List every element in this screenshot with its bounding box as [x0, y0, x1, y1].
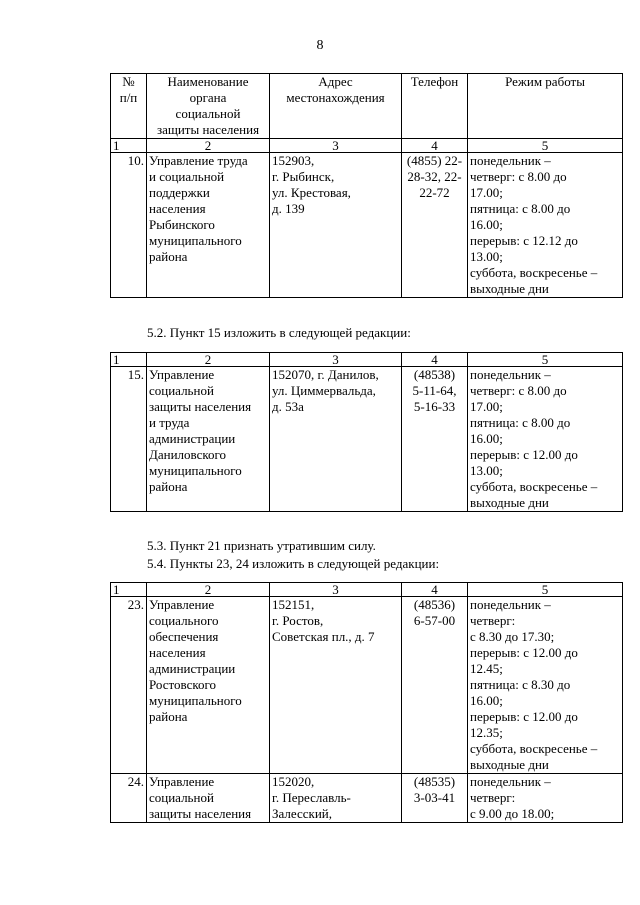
row-hours: понедельник – четверг: с 8.00 до 17.00; пятница: с 8.00 до 16.00; перерыв: с 12.00 до 13.00; суббота, воскресенье – выходные дни [468, 367, 623, 512]
column-numbers-row [111, 353, 623, 367]
row-hours: понедельник – четверг: с 9.00 до 18.00; [468, 774, 623, 823]
column-numbers-row [111, 583, 623, 597]
table-row [111, 597, 623, 774]
header-cell-address: Адрес местонахождения [270, 74, 402, 139]
row-name: Управление социального обеспечения населения администрации Ростовского муниципального района [147, 597, 270, 774]
table-row [111, 153, 623, 298]
row-phone: (48538) 5-11-64, 5-16-33 [402, 367, 468, 512]
col-number-5: 5 [468, 353, 623, 367]
row-address: 152070, г. Данилов, ул. Циммервальда, д. 53а [270, 367, 402, 512]
col-number-5: 5 [468, 139, 623, 153]
row-name: Управление социальной защиты населения [147, 774, 270, 823]
header-cell-name: Наименование органа социальной защиты населения [147, 74, 270, 139]
table-header-row [111, 74, 623, 139]
col-number-1: 1 [111, 139, 147, 153]
header-cell-phone: Телефон [402, 74, 468, 139]
row-hours: понедельник – четверг: с 8.00 до 17.00; пятница: с 8.00 до 16.00; перерыв: с 12.12 до 13.00; суббота, воскресенье – выходные дни [468, 153, 623, 298]
row-number: 15. [111, 367, 147, 512]
col-number-3: 3 [270, 583, 402, 597]
col-number-1: 1 [111, 583, 147, 597]
table-row [111, 367, 623, 512]
row-phone: (48535) 3-03-41 [402, 774, 468, 823]
col-number-2: 2 [147, 353, 270, 367]
header-cell-number: № п/п [111, 74, 147, 139]
row-name: Управление труда и социальной поддержки населения Рыбинского муниципального района [147, 153, 270, 298]
col-number-1: 1 [111, 353, 147, 367]
header-cell-hours: Режим работы [468, 74, 623, 139]
column-numbers-row [111, 139, 623, 153]
table-institutions-part3 [110, 582, 623, 823]
row-address: 152151, г. Ростов, Советская пл., д. 7 [270, 597, 402, 774]
row-name: Управление социальной защиты населения и труда администрации Даниловского муниципального района [147, 367, 270, 512]
row-number: 10. [111, 153, 147, 298]
col-number-2: 2 [147, 139, 270, 153]
row-phone: (4855) 22- 28-32, 22- 22-72 [402, 153, 468, 298]
col-number-3: 3 [270, 353, 402, 367]
table-institutions-part1 [110, 73, 623, 298]
col-number-4: 4 [402, 139, 468, 153]
col-number-4: 4 [402, 353, 468, 367]
table-row [111, 774, 623, 823]
table-institutions-part2 [110, 352, 623, 512]
col-number-4: 4 [402, 583, 468, 597]
paragraph-5-2: 5.2. Пункт 15 изложить в следующей редакции: [147, 325, 411, 340]
row-number: 24. [111, 774, 147, 823]
col-number-5: 5 [468, 583, 623, 597]
col-number-2: 2 [147, 583, 270, 597]
col-number-3: 3 [270, 139, 402, 153]
row-phone: (48536) 6-57-00 [402, 597, 468, 774]
paragraph-5-3: 5.3. Пункт 21 признать утратившим силу. [147, 538, 376, 553]
row-number: 23. [111, 597, 147, 774]
row-address: 152020, г. Переславль- Залесский, [270, 774, 402, 823]
page-number: 8 [316, 38, 324, 53]
row-address: 152903, г. Рыбинск, ул. Крестовая, д. 139 [270, 153, 402, 298]
paragraph-5-4: 5.4. Пункты 23, 24 изложить в следующей редакции: [147, 556, 440, 571]
row-hours: понедельник – четверг: с 8.30 до 17.30; перерыв: с 12.00 до 12.45; пятница: с 8.30 до 16.00; перерыв: с 12.00 до 12.35; суббота, воскресенье – выходные дни [468, 597, 623, 774]
